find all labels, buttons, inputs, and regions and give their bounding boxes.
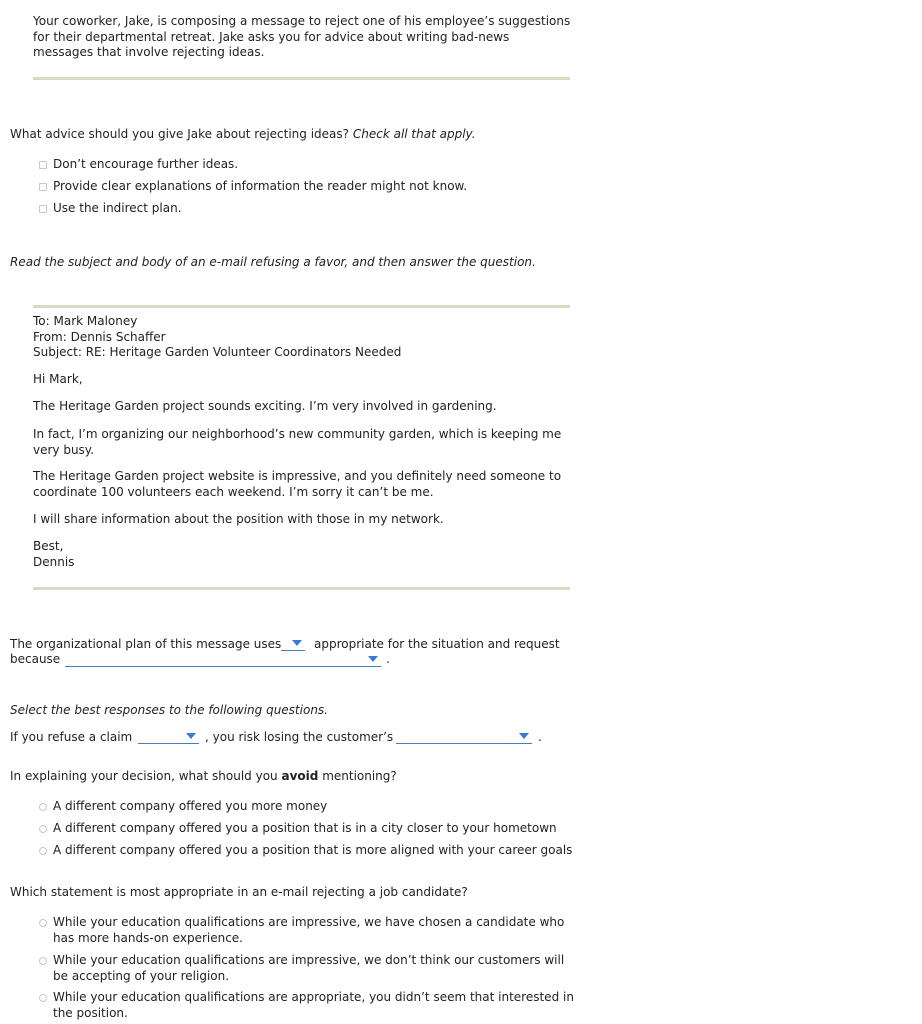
q4-option-3[interactable] — [39, 843, 572, 859]
chevron-down-icon — [292, 640, 302, 646]
email-greeting: Hi Mark, — [33, 372, 83, 386]
email-subject: Subject: RE: Heritage Garden Volunteer Coordinators Needed — [33, 345, 402, 359]
q2-text-1: The organizational plan of this message uses — [10, 637, 282, 651]
q2-plan-dropdown[interactable] — [281, 637, 305, 651]
q5-option-3[interactable] — [39, 990, 579, 1021]
q2-text-3: because — [10, 652, 61, 666]
select-instruction: Select the best responses to the following questions. — [10, 703, 328, 717]
radio-icon[interactable] — [39, 803, 47, 811]
q1-prompt — [10, 127, 610, 143]
email-block — [33, 314, 563, 361]
q3-text-2: , you risk losing the customer’s — [205, 730, 394, 744]
q5-option-label: While your education qualifications are impressive, we have chosen a candidate who has more hands-on experience. — [53, 915, 565, 945]
read-instruction: Read the subject and body of an e-mail refusing a favor, and then answer the question. — [10, 255, 536, 269]
chevron-down-icon — [368, 656, 378, 662]
q4-prompt-before: In explaining your decision, what should you — [10, 769, 278, 783]
radio-icon[interactable] — [39, 847, 47, 855]
q5-option-1[interactable] — [39, 915, 579, 946]
q4-option-label: A different company offered you a position that is in a city closer to your hometown — [53, 821, 557, 835]
q3-loss-dropdown[interactable] — [396, 730, 532, 744]
q5-option-label: While your education qualifications are appropriate, you didn’t seem that interested in the position. — [53, 990, 574, 1020]
email-paragraph-3: The Heritage Garden project website is impressive, and you definitely need someone to coordinate 100 volunteers each weekend. I’m sorry it can’t be me. — [33, 469, 562, 499]
q1-option-label: Don’t encourage further ideas. — [53, 157, 239, 171]
q1-option-label: Use the indirect plan. — [53, 201, 182, 215]
q1-prompt-text: What advice should you give Jake about rejecting ideas? — [10, 127, 350, 141]
q4-option-2[interactable] — [39, 821, 557, 837]
q4-option-1[interactable] — [39, 799, 327, 815]
email-signature: Dennis — [33, 554, 75, 569]
intro-text: Your coworker, Jake, is composing a message to reject one of his employee’s suggestions for their departmental retreat. Jake asks you for advice about writing bad-news messages that involve rejecting ideas. — [33, 14, 571, 59]
radio-icon[interactable] — [39, 919, 47, 927]
radio-icon[interactable] — [39, 825, 47, 833]
email-paragraph-1: The Heritage Garden project sounds exciting. I’m very involved in gardening. — [33, 399, 497, 413]
q4-option-label: A different company offered you a position that is more aligned with your career goals — [53, 843, 573, 857]
q2-text-2: appropriate for the situation and request — [314, 637, 560, 651]
q3-claim-dropdown[interactable] — [138, 730, 199, 744]
q4-prompt — [10, 769, 610, 785]
q1-option-1[interactable] — [39, 157, 238, 173]
divider — [33, 587, 570, 590]
q5-option-2[interactable] — [39, 953, 579, 984]
checkbox-icon[interactable] — [39, 205, 47, 213]
email-from: From: Dennis Schaffer — [33, 329, 166, 344]
q4-prompt-emphasis: avoid — [281, 769, 319, 783]
radio-icon[interactable] — [39, 994, 47, 1002]
q1-option-2[interactable] — [39, 179, 467, 195]
divider — [33, 305, 570, 308]
q3-text-1: If you refuse a claim — [10, 730, 133, 744]
chevron-down-icon — [186, 733, 196, 739]
q4-prompt-after: mentioning? — [322, 769, 397, 783]
divider — [33, 77, 570, 80]
q1-option-label: Provide clear explanations of information the reader might not know. — [53, 179, 468, 193]
email-signoff — [33, 539, 563, 570]
q5-prompt: Which statement is most appropriate in an e-mail rejecting a job candidate? — [10, 885, 468, 899]
radio-icon[interactable] — [39, 957, 47, 965]
q1-instruction: Check all that apply. — [352, 127, 476, 141]
email-paragraph-4: I will share information about the position with those in my network. — [33, 512, 444, 526]
q4-option-label: A different company offered you more money — [53, 799, 328, 813]
q2-reason-dropdown[interactable] — [65, 653, 381, 667]
email-paragraph-2: In fact, I’m organizing our neighborhood’s new community garden, which is keeping me very busy. — [33, 427, 562, 457]
q2-period: . — [386, 652, 390, 666]
q3-period: . — [538, 730, 542, 744]
q5-option-label: While your education qualifications are impressive, we don’t think our customers will be accepting of your religion. — [53, 953, 565, 983]
chevron-down-icon — [519, 733, 529, 739]
q1-option-3[interactable] — [39, 201, 182, 217]
email-closing: Best, — [33, 539, 64, 553]
email-to: To: Mark Maloney — [33, 314, 138, 328]
checkbox-icon[interactable] — [39, 161, 47, 169]
checkbox-icon[interactable] — [39, 183, 47, 191]
